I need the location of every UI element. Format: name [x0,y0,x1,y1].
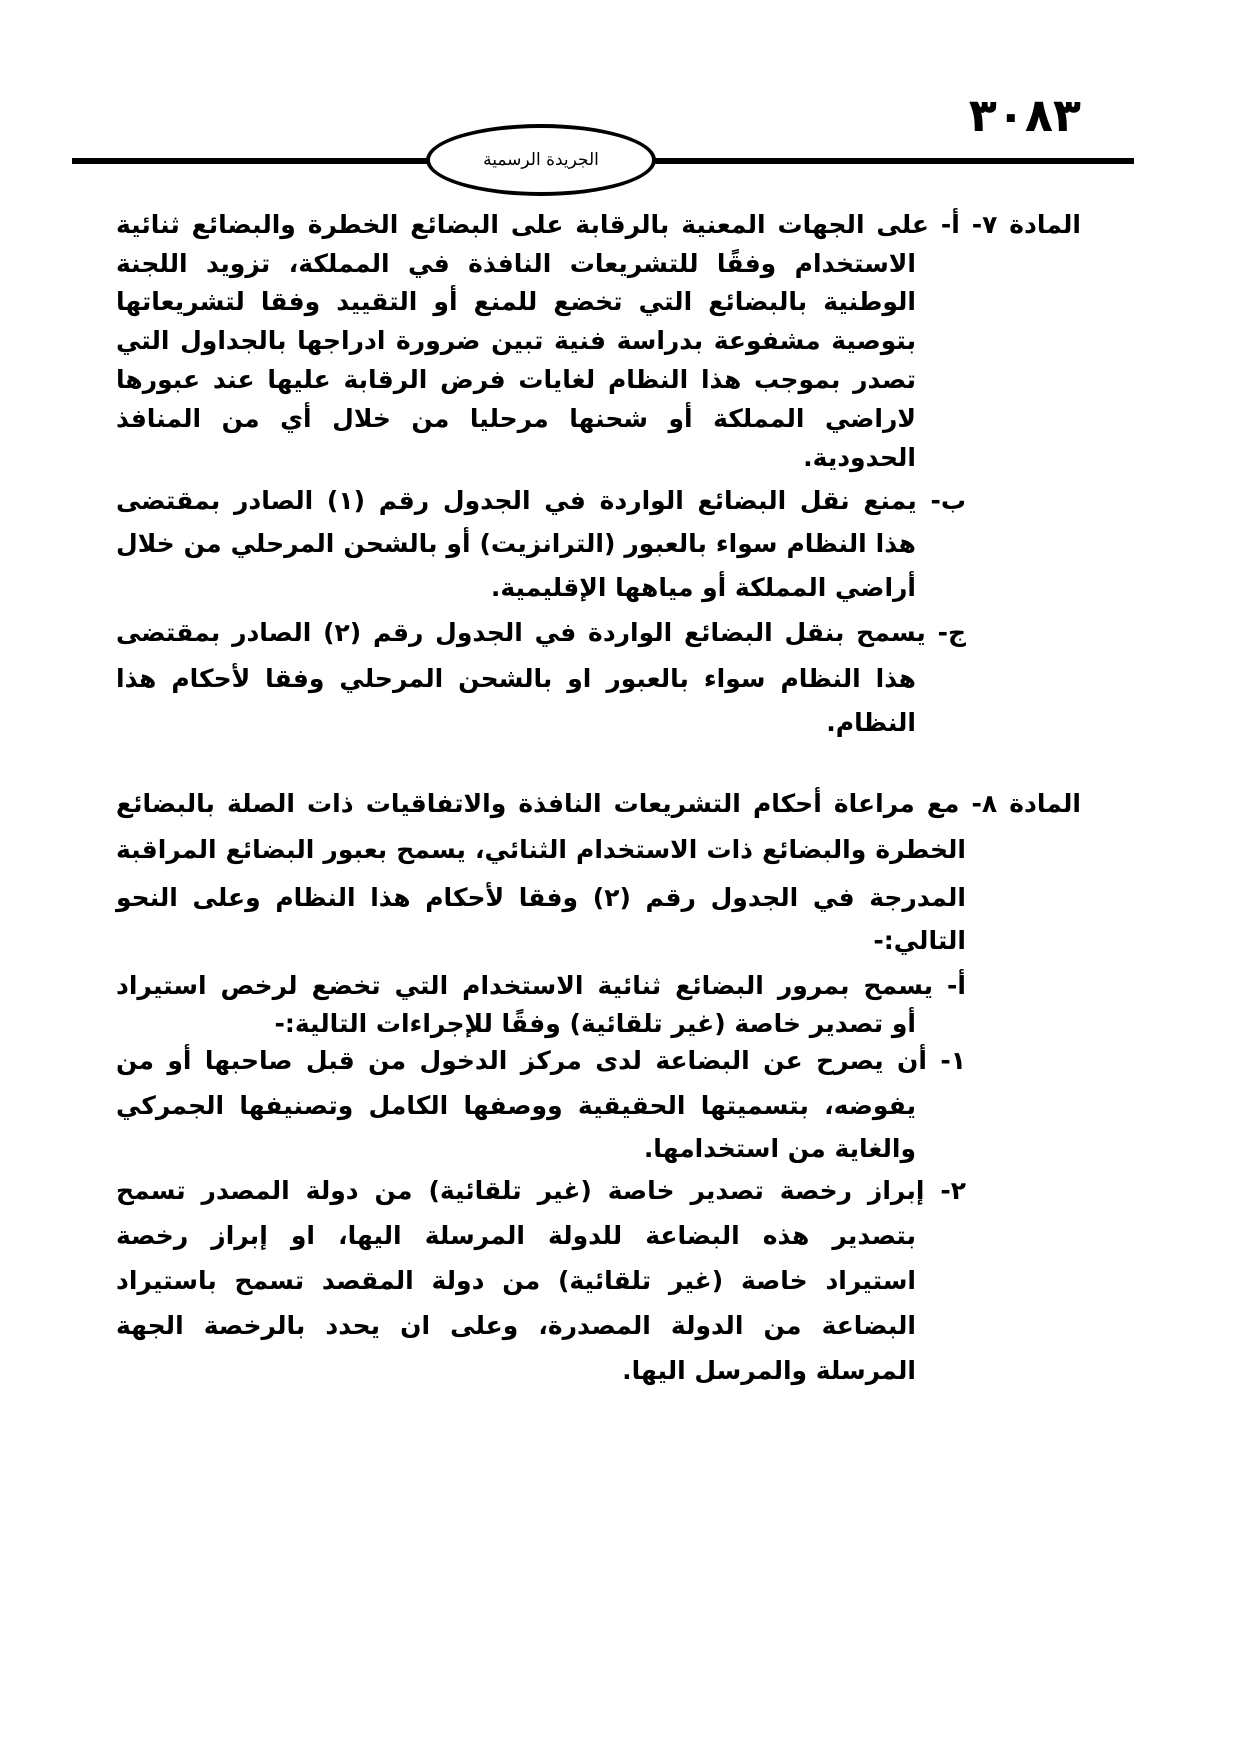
text-line: المرسلة والمرسل اليها. [622,1356,916,1385]
text-line: هذا النظام سواء بالعبور او بالشحن المرحلي وفقا لأحكام هذا [116,664,916,693]
text-line: الحدودية. [803,443,916,472]
text-line: والغاية من استخدامها. [643,1134,916,1163]
text-line: لاراضي المملكة أو شحنها مرحليا من خلال أي من المنافذ [116,404,916,433]
text-line: أراضي المملكة أو مياهها الإقليمية. [490,573,916,602]
text-line: المدرجة في الجدول رقم (٢) وفقا لأحكام هذا النظام وعلى النحو [116,883,966,912]
text-line: ج- يسمح بنقل البضائع الواردة في الجدول رقم (٢) الصادر بمقتضى [116,618,966,647]
text-line: أ- يسمح بمرور البضائع ثنائية الاستخدام التي تخضع لرخص استيراد [116,971,966,1000]
text-line: بتصدير هذه البضاعة للدولة المرسلة اليها، او إبراز رخصة [116,1221,916,1250]
text-line: تصدر بموجب هذا النظام لغايات فرض الرقابة عليها عند عبورها [116,365,916,394]
text-line: المادة ٧- أ- على الجهات المعنية بالرقابة على البضائع الخطرة والبضائع ثنائية [116,210,1081,239]
text-line: بتوصية مشفوعة بدراسة فنية تبين ضرورة ادراجها بالجداول التي [116,326,916,355]
text-line: الاستخدام وفقًا للتشريعات النافذة في المملكة، تزويد اللجنة [116,249,916,278]
text-line: ١- أن يصرح عن البضاعة لدى مركز الدخول من قبل صاحبها أو من [116,1046,966,1075]
gazette-title: الجريدة الرسمية [483,150,599,170]
text-line: يفوضه، بتسميتها الحقيقية ووصفها الكامل وتصنيفها الجمركي [116,1091,916,1120]
text-line: ٢- إبراز رخصة تصدير خاصة (غير تلقائية) من دولة المصدر تسمح [116,1176,966,1205]
gazette-title-oval [426,124,656,196]
text-line: ب- يمنع نقل البضائع الواردة في الجدول رقم (١) الصادر بمقتضى [116,486,966,515]
text-line: أو تصدير خاصة (غير تلقائية) وفقًا للإجراءات التالية:- [274,1009,916,1038]
text-line: النظام. [826,708,916,737]
page-number: ٣٠٨٣ [968,88,1081,142]
text-line: الخطرة والبضائع ذات الاستخدام الثنائي، يسمح بعبور البضائع المراقبة [116,835,966,864]
text-line: البضاعة من الدولة المصدرة، وعلى ان يحدد بالرخصة الجهة [116,1311,916,1340]
text-line: التالي:- [873,926,966,955]
text-line: هذا النظام سواء بالعبور (الترانزيت) أو بالشحن المرحلي من خلال [116,529,916,558]
text-line: استيراد خاصة (غير تلقائية) من دولة المقصد تسمح باستيراد [116,1266,916,1295]
text-line: المادة ٨- مع مراعاة أحكام التشريعات النافذة والاتفاقيات ذات الصلة بالبضائع [116,789,1081,818]
text-line: الوطنية بالبضائع التي تخضع للمنع أو التقييد وفقا لتشريعاتها [116,287,916,316]
